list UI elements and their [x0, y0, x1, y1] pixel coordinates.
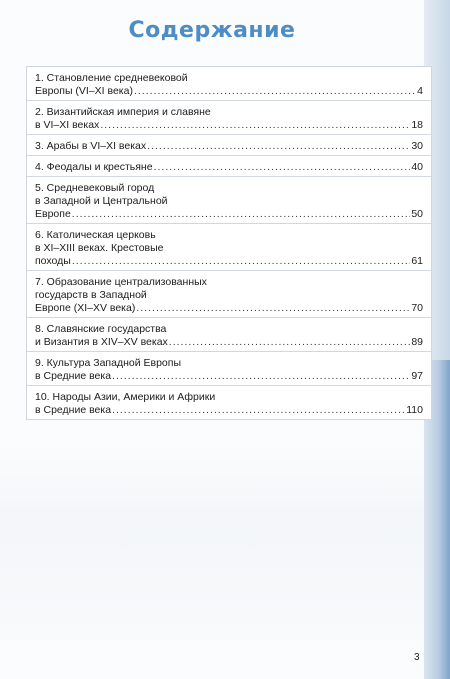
toc-entry-last-line — [35, 140, 423, 153]
toc-entry-page: 40 — [411, 161, 423, 173]
dot-leader — [147, 140, 410, 153]
toc-entry-page: 4 — [417, 85, 423, 97]
toc-entry-line: государств в Западной — [35, 289, 147, 301]
toc-entry-text: походы — [35, 255, 71, 267]
dot-leader — [136, 302, 410, 315]
dot-leader — [134, 85, 416, 98]
toc-entry-text: Европы (VI–XI века) — [35, 85, 133, 97]
toc-entry-page: 110 — [406, 404, 423, 416]
toc-entry — [27, 67, 431, 101]
toc-entry-last-line — [35, 336, 423, 349]
toc-entry-page: 18 — [411, 119, 423, 131]
toc-entry-last-line — [35, 302, 423, 315]
dot-leader — [154, 161, 411, 174]
toc-entry — [27, 177, 431, 224]
toc-entry-line: 7. Образование централизованных — [35, 276, 207, 288]
table-of-contents — [26, 66, 432, 420]
page-title: Содержание — [128, 18, 296, 43]
dot-leader — [112, 370, 410, 383]
toc-entry-page: 97 — [411, 370, 423, 382]
toc-entry-page: 89 — [411, 336, 423, 348]
toc-entry — [27, 271, 431, 318]
toc-entry-page: 30 — [411, 140, 423, 152]
toc-entry — [27, 318, 431, 352]
toc-entry-line: 10. Народы Азии, Америки и Африки — [35, 391, 216, 403]
toc-entry-text: Европе (XI–XV века) — [35, 302, 136, 314]
toc-entry-text: в Средние века — [35, 370, 112, 382]
toc-entry-line: 6. Католическая церковь — [35, 229, 156, 241]
page-number: 3 — [414, 652, 420, 663]
toc-entry-last-line — [35, 404, 423, 417]
dot-leader — [72, 255, 410, 268]
toc-entry — [27, 224, 431, 271]
toc-entry-text: 3. Арабы в VI–XI веках — [35, 140, 147, 152]
dot-leader — [100, 119, 410, 132]
toc-entry-last-line — [35, 370, 423, 383]
toc-entry-last-line — [35, 119, 423, 132]
toc-entry-line: 9. Культура Западной Европы — [35, 357, 181, 369]
toc-entry-last-line — [35, 85, 423, 98]
toc-entry-line: 1. Становление средневековой — [35, 72, 188, 84]
dot-leader — [169, 336, 411, 349]
toc-entry-page: 70 — [411, 302, 423, 314]
toc-entry-line: 8. Славянские государства — [35, 323, 167, 335]
toc-entry — [27, 352, 431, 386]
toc-entry-last-line — [35, 255, 423, 268]
toc-entry — [27, 156, 431, 177]
toc-entry-text: 4. Феодалы и крестьяне — [35, 161, 153, 173]
toc-entry-page: 50 — [411, 208, 423, 220]
toc-entry-text: в Средние века — [35, 404, 112, 416]
toc-entry-line: 2. Византийская империя и славяне — [35, 106, 211, 118]
toc-entry-text: и Византия в XIV–XV веках — [35, 336, 168, 348]
toc-entry — [27, 101, 431, 135]
toc-entry-line: в Западной и Центральной — [35, 195, 168, 207]
toc-entry-text: в VI–XI веках — [35, 119, 100, 131]
toc-entry-page: 61 — [411, 255, 423, 267]
toc-entry — [27, 386, 431, 419]
dot-leader — [112, 404, 405, 417]
show-through-band — [0, 440, 424, 640]
dot-leader — [72, 208, 411, 221]
toc-entry — [27, 135, 431, 156]
toc-entry-line: 5. Средневековый город — [35, 182, 155, 194]
toc-entry-last-line — [35, 161, 423, 174]
toc-entry-line: в XI–XIII веках. Крестовые — [35, 242, 164, 254]
toc-entry-text: Европе — [35, 208, 71, 220]
toc-entry-last-line — [35, 208, 423, 221]
